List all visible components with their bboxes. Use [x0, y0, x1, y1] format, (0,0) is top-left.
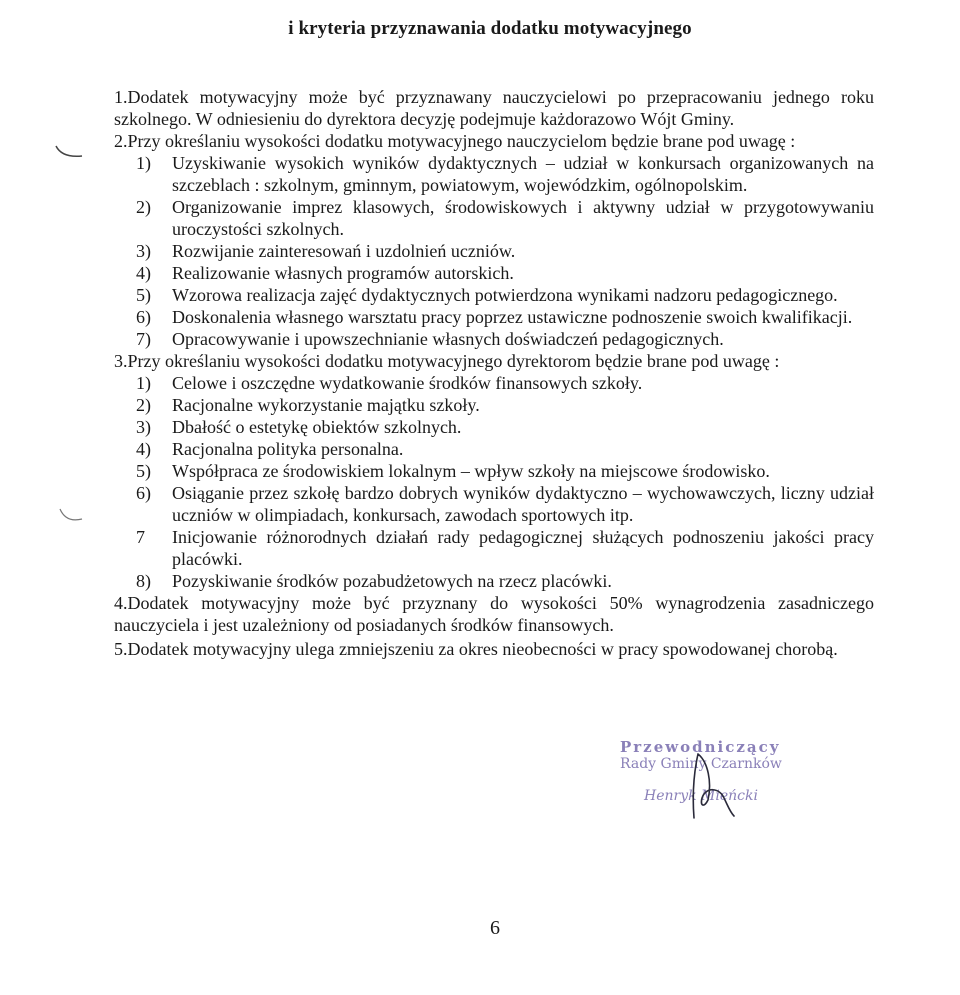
- list-item-number: 8): [136, 571, 151, 591]
- paragraph-4: 4.Dodatek motywacyjny może być przyznany do wysokości 50% wynagrodzenia zasadniczego nauczyciela i jest uzależniony od posiadanych środków finansowych.: [114, 593, 874, 635]
- list-item-number: 5): [136, 461, 151, 481]
- list-item-number: 7): [136, 329, 151, 349]
- list-item: [114, 372, 874, 394]
- list-item: [114, 196, 874, 240]
- stamp-title: Przewodniczący: [620, 738, 781, 756]
- list-item: [114, 438, 874, 460]
- list-item-number: 6): [136, 307, 151, 327]
- list-item-text: Organizowanie imprez klasowych, środowiskowych i aktywny udział w przygotowywaniu uroczystości szkolnych.: [172, 197, 874, 239]
- list-item: [114, 152, 874, 196]
- stamp-name: Henryk Mieńcki: [644, 788, 758, 804]
- list-item: [114, 240, 874, 262]
- document-body: [114, 86, 874, 660]
- list-item-text: Doskonalenia własnego warsztatu pracy poprzez ustawiczne podnoszenie swoich kwalifikacji.: [172, 307, 853, 327]
- list-item: [114, 526, 874, 570]
- list-item-number: 7: [136, 527, 145, 547]
- list-item-text: Wzorowa realizacja zajęć dydaktycznych potwierdzona wynikami nadzoru pedagogicznego.: [172, 285, 838, 305]
- list-item-number: 4): [136, 263, 151, 283]
- list-item: [114, 460, 874, 482]
- list-item-number: 2): [136, 197, 151, 217]
- list-item-text: Osiąganie przez szkołę bardzo dobrych wyników dydaktyczno – wychowawczych, liczny udział uczniów w olimpiadach, konkursach, zawodach sportowych itp.: [172, 483, 874, 525]
- list-item-number: 2): [136, 395, 151, 415]
- list-item-number: 3): [136, 241, 151, 261]
- list-item-number: 6): [136, 483, 151, 503]
- scan-mark-bottom: [56, 505, 84, 527]
- list-item-number: 1): [136, 373, 151, 393]
- page-number: 6: [490, 917, 500, 939]
- document-title: i kryteria przyznawania dodatku motywacyjnego: [288, 18, 692, 39]
- list-item-text: Pozyskiwanie środków pozabudżetowych na rzecz placówki.: [172, 571, 612, 591]
- list-item-number: 5): [136, 285, 151, 305]
- section-3-list: [114, 372, 874, 592]
- list-item-text: Inicjowanie różnorodnych działań rady pedagogicznej służących podnoszeniu jakości pracy placówki.: [172, 527, 874, 569]
- list-item-text: Uzyskiwanie wysokich wyników dydaktycznych – udział w konkursach organizowanych na szczeblach : szkolnym, gminnym, powiatowym, wojewódzkim, ogólnopolskim.: [172, 153, 874, 195]
- list-item-text: Współpraca ze środowiskiem lokalnym – wpływ szkoły na miejscowe środowisko.: [172, 461, 770, 481]
- paragraph-5: 5.Dodatek motywacyjny ulega zmniejszeniu za okres nieobecności w pracy spowodowanej chorobą.: [114, 639, 838, 659]
- list-item: [114, 482, 874, 526]
- section-2-list: [114, 152, 874, 350]
- paragraph-1: 1.Dodatek motywacyjny może być przyznawany nauczycielowi po przepracowaniu jednego roku szkolnego. W odniesieniu do dyrektora decyzję podejmuje każdorazowo Wójt Gminy.: [114, 87, 874, 129]
- section-2-heading: 2.Przy określaniu wysokości dodatku motywacyjnego nauczycielom będzie brane pod uwagę :: [114, 131, 796, 151]
- list-item-text: Opracowywanie i upowszechnianie własnych doświadczeń pedagogicznych.: [172, 329, 724, 349]
- list-item-text: Realizowanie własnych programów autorskich.: [172, 263, 514, 283]
- scan-mark-top: [52, 142, 86, 164]
- list-item-number: 1): [136, 153, 151, 173]
- list-item-number: 3): [136, 417, 151, 437]
- list-item-text: Racjonalna polityka personalna.: [172, 439, 404, 459]
- list-item: [114, 262, 874, 284]
- list-item-text: Rozwijanie zainteresowań i uzdolnień uczniów.: [172, 241, 516, 261]
- section-3-heading: 3.Przy określaniu wysokości dodatku motywacyjnego dyrektorom będzie brane pod uwagę :: [114, 351, 780, 371]
- list-item: [114, 328, 874, 350]
- list-item: [114, 306, 874, 328]
- stamp-council: Rady Gminy Czarnków: [620, 756, 782, 772]
- list-item-text: Dbałość o estetykę obiektów szkolnych.: [172, 417, 462, 437]
- list-item-text: Celowe i oszczędne wydatkowanie środków finansowych szkoły.: [172, 373, 643, 393]
- list-item-number: 4): [136, 439, 151, 459]
- list-item: [114, 570, 874, 592]
- list-item: [114, 284, 874, 306]
- list-item: [114, 416, 874, 438]
- list-item: [114, 394, 874, 416]
- list-item-text: Racjonalne wykorzystanie majątku szkoły.: [172, 395, 480, 415]
- handwritten-signature: [668, 742, 758, 822]
